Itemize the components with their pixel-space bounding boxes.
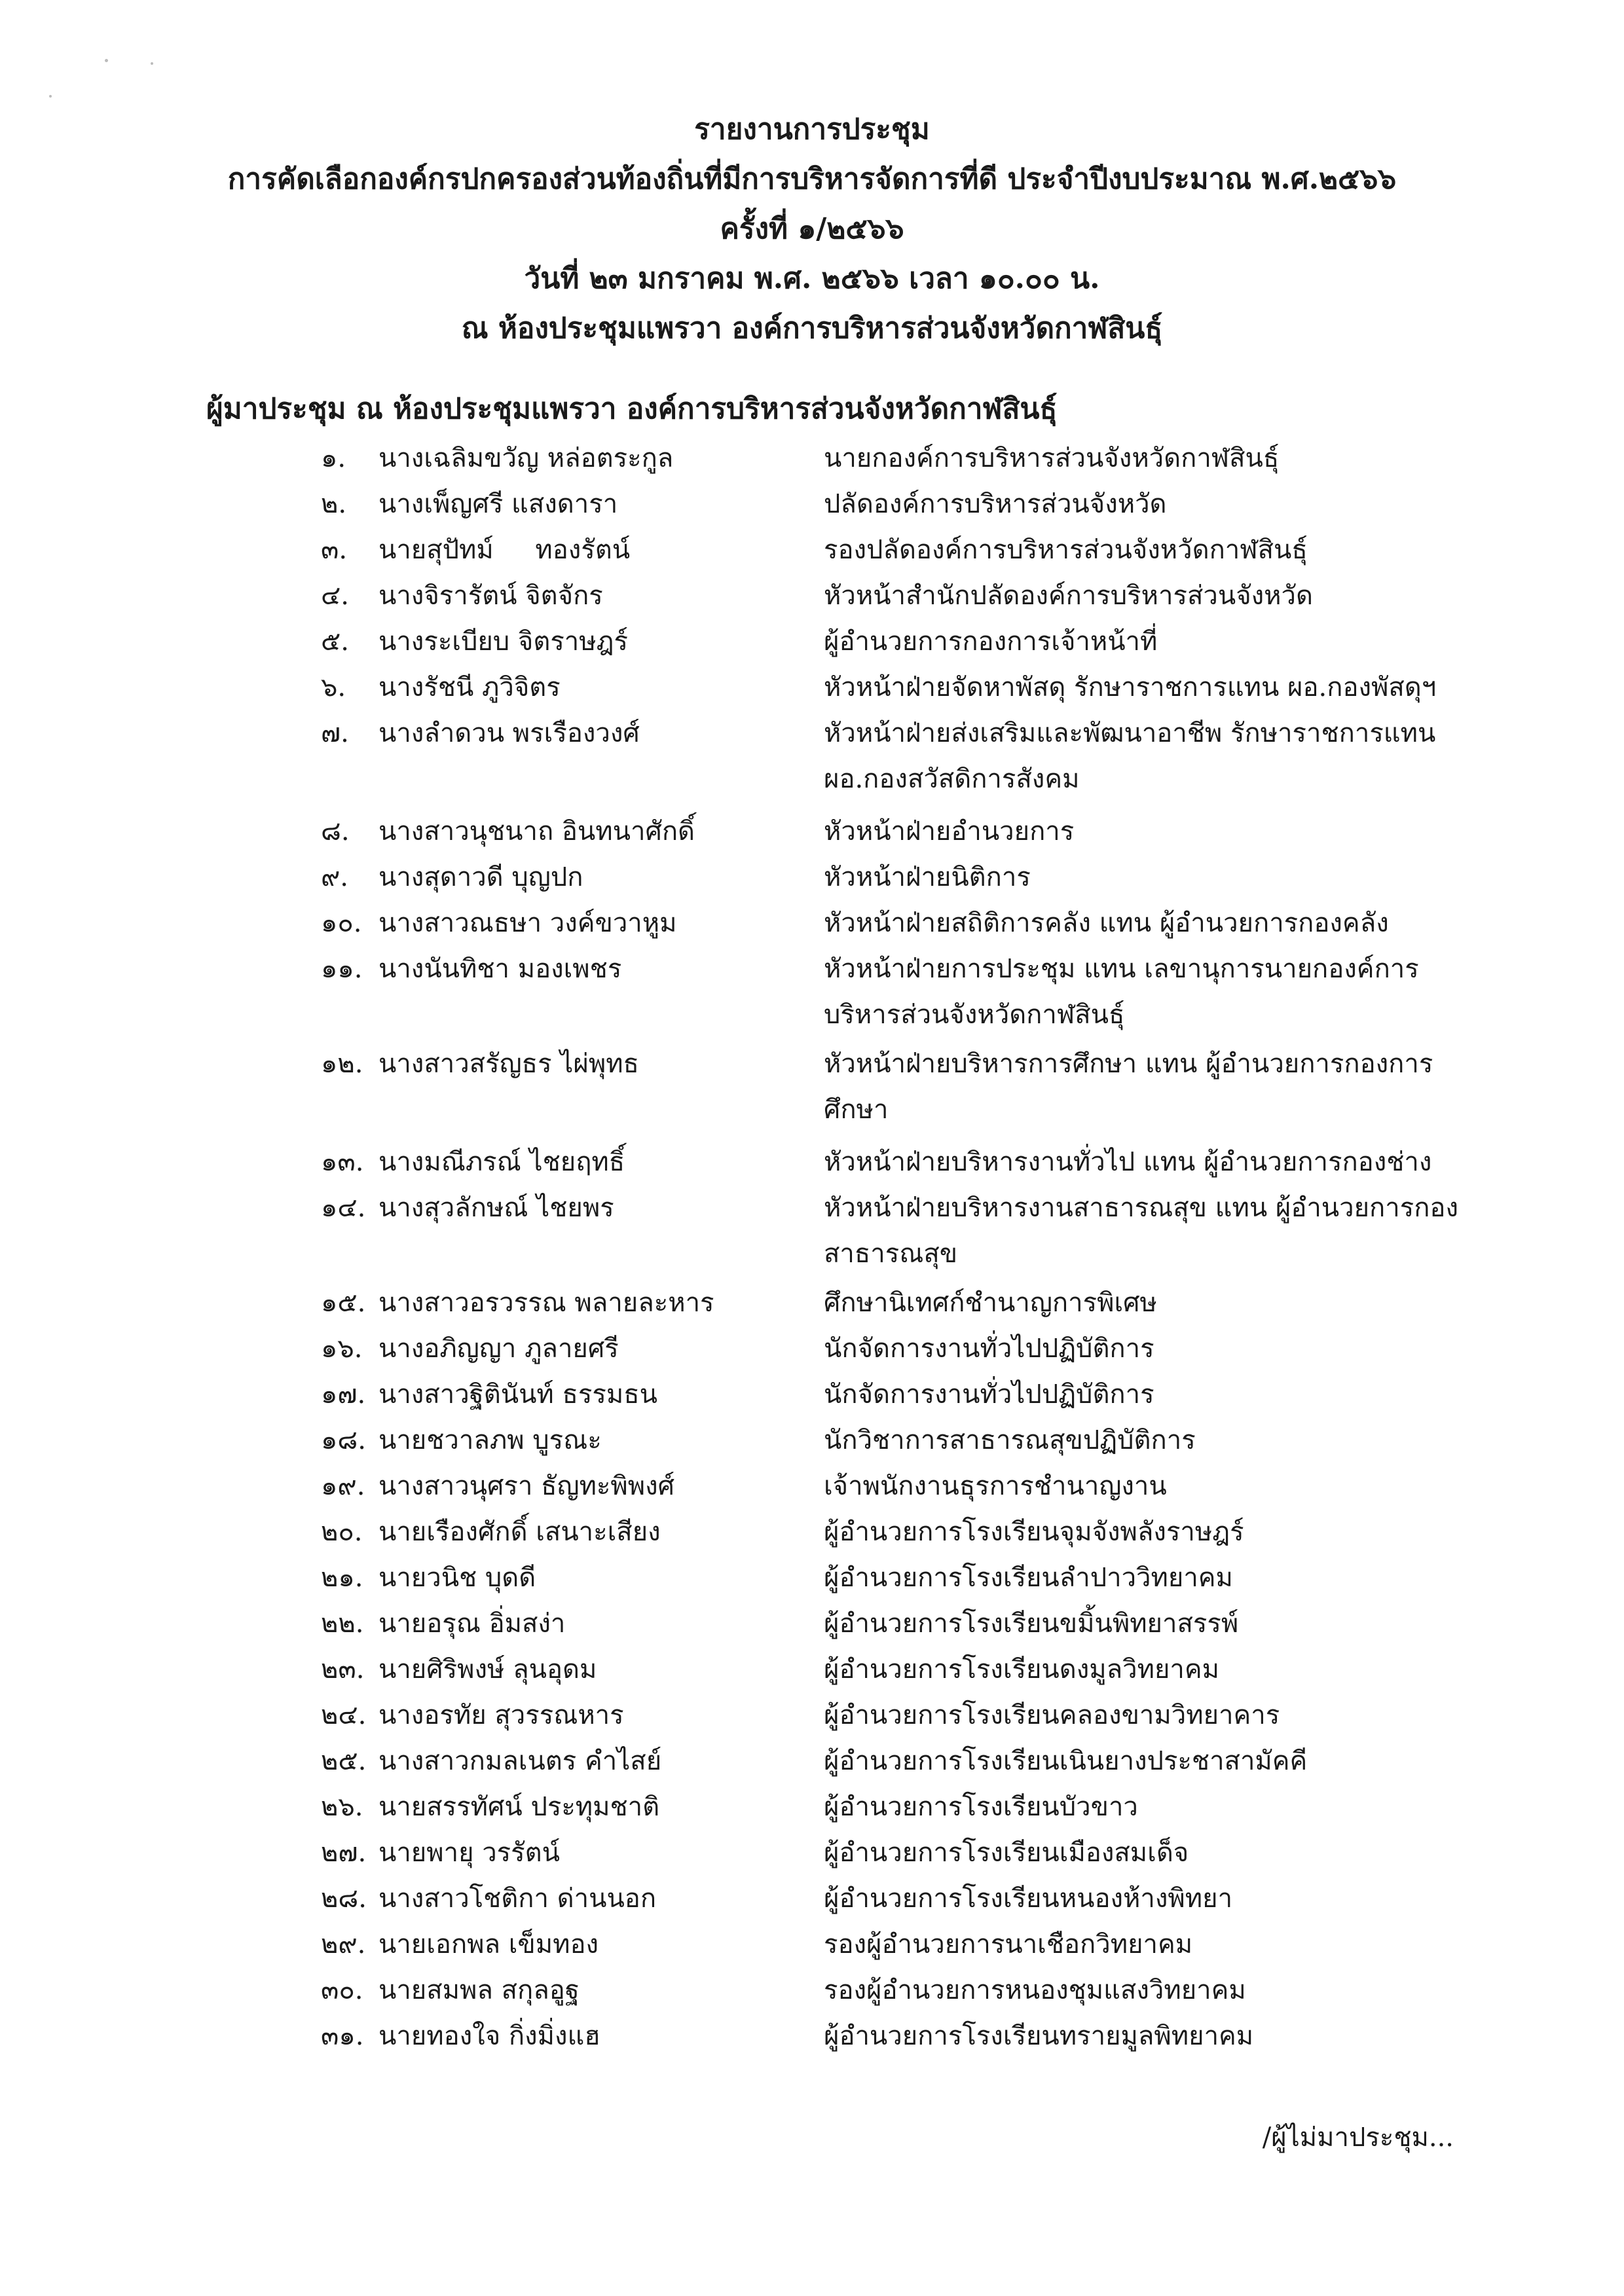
attendee-row bbox=[0, 1647, 1624, 1692]
attendee-position: ผู้อำนวยการโรงเรียนลำปาววิทยาคม bbox=[824, 1563, 1233, 1593]
attendee-number: ๒๒. bbox=[321, 1609, 364, 1639]
attendee-name: นางรัชนี ภูวิจิตร bbox=[378, 672, 561, 702]
attendee-name: นางจิรารัตน์ จิตจักร bbox=[378, 581, 603, 611]
attendee-number: ๗. bbox=[321, 718, 349, 748]
attendee-number: ๑๗. bbox=[321, 1379, 366, 1410]
attendee-row bbox=[0, 665, 1624, 710]
attendee-position: นักจัดการงานทั่วไปปฏิบัติการ bbox=[824, 1379, 1154, 1410]
attendee-name: นางสาวนุชนาถ อินทนาศักดิ์ bbox=[378, 816, 695, 847]
attendee-name: นางสาวฐิตินันท์ ธรรมธน bbox=[378, 1379, 657, 1410]
attendee-row bbox=[0, 1463, 1624, 1509]
meeting-date: วันที่ ๒๓ มกราคม พ.ศ. ๒๕๖๖ เวลา ๑๐.๐๐ น. bbox=[524, 262, 1100, 295]
attendee-number: ๕. bbox=[321, 627, 349, 657]
attendee-name: นางอภิญญา ภูลายศรี bbox=[378, 1334, 619, 1364]
meeting-number: ครั้งที่ ๑/๒๕๖๖ bbox=[720, 212, 904, 246]
attendee-name: นางเพ็ญศรี แสงดารา bbox=[378, 489, 618, 519]
report-subject: การคัดเลือกองค์กรปกครองส่วนท้องถิ่นที่มีการบริหารจัดการที่ดี ประจำปีงบประมาณ พ.ศ.๒๕๖๖ bbox=[227, 162, 1397, 196]
attendee-row bbox=[0, 1372, 1624, 1417]
attendee-name: นางสาวอรวรรณ พลายละหาร bbox=[378, 1288, 714, 1318]
attendee-row bbox=[0, 1830, 1624, 1876]
meeting-location: ณ ห้องประชุมแพรวา องค์การบริหารส่วนจังหวัดกาฬสินธุ์ bbox=[461, 312, 1163, 345]
attendee-position: รองผู้อำนวยการนาเชือกวิทยาคม bbox=[824, 1929, 1193, 1959]
attendee-position: หัวหน้าฝ่ายบริหารการศึกษา แทน ผู้อำนวยการกองการศึกษา bbox=[824, 1049, 1433, 1125]
attendee-name: นางสุดาวดี บุญปก bbox=[378, 862, 583, 892]
attendee-row bbox=[0, 619, 1624, 665]
attendee-row bbox=[0, 1417, 1624, 1463]
attendee-row bbox=[0, 1967, 1624, 2013]
attendee-number: ๘. bbox=[321, 816, 350, 847]
attendee-number: ๒๕. bbox=[321, 1746, 367, 1776]
attendee-row bbox=[0, 1784, 1624, 1830]
attendee-number: ๓. bbox=[321, 535, 348, 565]
attendee-name: นายสรรทัศน์ ประทุมชาติ bbox=[378, 1792, 660, 1822]
attendee-position: นักวิชาการสาธารณสุขปฏิบัติการ bbox=[824, 1425, 1196, 1455]
attendee-name: นางระเบียบ จิตราษฎร์ bbox=[378, 627, 628, 657]
attendee-position: หัวหน้าฝ่ายบริหารงานทั่วไป แทน ผู้อำนวยการกองช่าง bbox=[824, 1147, 1432, 1177]
attendee-name: นายเอกพล เข็มทอง bbox=[378, 1929, 599, 1959]
attendee-position: ผู้อำนวยการโรงเรียนดงมูลวิทยาคม bbox=[824, 1654, 1220, 1685]
attendee-position: หัวหน้าฝ่ายการประชุม แทน เลขานุการนายกองค์การบริหารส่วนจังหวัดกาฬสินธุ์ bbox=[824, 954, 1419, 1030]
attendees-heading: ผู้มาประชุม ณ ห้องประชุมแพรวา องค์การบริหารส่วนจังหวัดกาฬสินธุ์ bbox=[206, 392, 1058, 426]
attendee-name: นายชวาลภพ บูรณะ bbox=[378, 1425, 602, 1455]
attendee-position: ผู้อำนวยการโรงเรียนทรายมูลพิทยาคม bbox=[824, 2021, 1254, 2051]
attendee-name: นางสุวลักษณ์ ไชยพร bbox=[378, 1193, 614, 1223]
attendee-number: ๒๙. bbox=[321, 1929, 366, 1959]
attendee-row bbox=[0, 1326, 1624, 1372]
attendee-row bbox=[0, 1692, 1624, 1738]
attendee-number: ๑. bbox=[321, 443, 346, 473]
attendee-row bbox=[0, 1185, 1624, 1269]
attendee-position: ผู้อำนวยการกองการเจ้าหน้าที่ bbox=[824, 627, 1158, 657]
report-title: รายงานการประชุม bbox=[694, 113, 930, 146]
attendee-name: นางลำดวน พรเรืองวงศ์ bbox=[378, 718, 640, 748]
attendee-name: นางสาวนุศรา ธัญทะพิพงศ์ bbox=[378, 1471, 675, 1501]
attendee-row bbox=[0, 1876, 1624, 1922]
attendee-name: นางมณีภรณ์ ไชยฤทธิ์ bbox=[378, 1147, 625, 1177]
attendee-position: หัวหน้าฝ่ายบริหารงานสาธารณสุข แทน ผู้อำนวยการกองสาธารณสุข bbox=[824, 1193, 1458, 1269]
attendee-position: หัวหน้าฝ่ายอำนวยการ bbox=[824, 816, 1075, 847]
attendee-position: หัวหน้าฝ่ายส่งเสริมและพัฒนาอาชีพ รักษาราชการแทน ผอ.กองสวัสดิการสังคม bbox=[824, 718, 1436, 794]
attendee-row bbox=[0, 900, 1624, 946]
attendee-name: นางอรทัย สุวรรณหาร bbox=[378, 1700, 624, 1730]
attendee-row bbox=[0, 1509, 1624, 1555]
attendee-name: นางสาวกมลเนตร คำไสย์ bbox=[378, 1746, 662, 1776]
attendee-row bbox=[0, 1601, 1624, 1647]
attendee-position: หัวหน้าฝ่ายนิติการ bbox=[824, 862, 1031, 892]
attendee-number: ๒๐. bbox=[321, 1517, 363, 1547]
attendee-number: ๔. bbox=[321, 581, 349, 611]
attendee-position: รองปลัดองค์การบริหารส่วนจังหวัดกาฬสินธุ์ bbox=[824, 535, 1308, 565]
attendee-name: นางเฉลิมขวัญ หล่อตระกูล bbox=[378, 443, 674, 473]
attendee-position: ผู้อำนวยการโรงเรียนขมิ้นพิทยาสรรพ์ bbox=[824, 1609, 1239, 1639]
attendee-row bbox=[0, 1922, 1624, 1967]
attendee-row bbox=[0, 1280, 1624, 1326]
attendee-number: ๒๖. bbox=[321, 1792, 363, 1822]
attendee-number: ๑๖. bbox=[321, 1334, 363, 1364]
attendee-position: หัวหน้าสำนักปลัดองค์การบริหารส่วนจังหวัด bbox=[824, 581, 1313, 611]
attendee-name: นางสาวโชติกา ด่านนอก bbox=[378, 1884, 657, 1914]
attendee-number: ๑๓. bbox=[321, 1147, 364, 1177]
attendee-number: ๒๗. bbox=[321, 1838, 367, 1868]
attendee-position: นายกองค์การบริหารส่วนจังหวัดกาฬสินธุ์ bbox=[824, 443, 1280, 473]
attendee-number: ๑๐. bbox=[321, 908, 362, 938]
attendee-position: ผู้อำนวยการโรงเรียนเมืองสมเด็จ bbox=[824, 1838, 1189, 1868]
attendee-row bbox=[0, 809, 1624, 854]
attendee-number: ๑๒. bbox=[321, 1049, 363, 1079]
attendee-position: ศึกษานิเทศก์ชำนาญการพิเศษ bbox=[824, 1288, 1157, 1318]
attendee-row bbox=[0, 710, 1624, 794]
attendee-row bbox=[0, 854, 1624, 900]
attendee-row bbox=[0, 946, 1624, 1030]
attendee-row bbox=[0, 1139, 1624, 1185]
attendee-position: หัวหน้าฝ่ายสถิติการคลัง แทน ผู้อำนวยการกองคลัง bbox=[824, 908, 1389, 938]
attendee-row bbox=[0, 1041, 1624, 1125]
attendee-number: ๖. bbox=[321, 672, 346, 702]
attendee-name: นายทองใจ กิ่งมิ่งแฮ bbox=[378, 2021, 600, 2051]
attendee-name: นายสุปัทม์ ทองรัตน์ bbox=[378, 535, 631, 565]
attendee-position: ปลัดองค์การบริหารส่วนจังหวัด bbox=[824, 489, 1167, 519]
attendee-row bbox=[0, 1738, 1624, 1784]
attendee-name: นางสาวสรัญธร ไผ่พุทธ bbox=[378, 1049, 639, 1079]
attendee-name: นายอรุณ อิ่มสง่า bbox=[378, 1609, 566, 1639]
attendee-row bbox=[0, 1555, 1624, 1601]
attendee-number: ๒๑. bbox=[321, 1563, 363, 1593]
attendee-number: ๑๘. bbox=[321, 1425, 366, 1455]
attendee-position: ผู้อำนวยการโรงเรียนจุมจังพลังราษฎร์ bbox=[824, 1517, 1244, 1547]
attendee-number: ๑๕. bbox=[321, 1288, 366, 1318]
attendee-number: ๒๓. bbox=[321, 1654, 365, 1685]
attendee-position: ผู้อำนวยการโรงเรียนบัวขาว bbox=[824, 1792, 1138, 1822]
attendee-name: นางสาวณธษา วงค์ขวาหูม bbox=[378, 908, 677, 938]
attendee-name: นายวนิช บุดดี bbox=[378, 1563, 536, 1593]
attendee-number: ๙. bbox=[321, 862, 349, 892]
attendee-position: รองผู้อำนวยการหนองชุมแสงวิทยาคม bbox=[824, 1975, 1246, 2005]
attendee-number: ๑๔. bbox=[321, 1193, 366, 1223]
attendee-position: หัวหน้าฝ่ายจัดหาพัสดุ รักษาราชการแทน ผอ.กองพัสดุฯ bbox=[824, 672, 1437, 702]
continuation-note: /ผู้ไม่มาประชุม... bbox=[1262, 2123, 1454, 2153]
attendee-name: นางนันทิชา มองเพชร bbox=[378, 954, 622, 984]
attendee-number: ๒๔. bbox=[321, 1700, 367, 1730]
attendee-row bbox=[0, 2013, 1624, 2059]
attendee-row bbox=[0, 481, 1624, 527]
attendee-number: ๒๘. bbox=[321, 1884, 367, 1914]
attendee-name: นายพายุ วรรัตน์ bbox=[378, 1838, 560, 1868]
attendee-position: นักจัดการงานทั่วไปปฏิบัติการ bbox=[824, 1334, 1154, 1364]
attendee-number: ๑๑. bbox=[321, 954, 363, 984]
attendee-number: ๓๐. bbox=[321, 1975, 363, 2005]
attendee-position: เจ้าพนักงานธุรการชำนาญงาน bbox=[824, 1471, 1167, 1501]
attendee-number: ๒. bbox=[321, 489, 347, 519]
attendee-position: ผู้อำนวยการโรงเรียนหนองห้างพิทยา bbox=[824, 1884, 1233, 1914]
attendee-row bbox=[0, 573, 1624, 619]
attendee-number: ๑๙. bbox=[321, 1471, 365, 1501]
attendee-row bbox=[0, 527, 1624, 573]
attendee-number: ๓๑. bbox=[321, 2021, 364, 2051]
attendee-position: ผู้อำนวยการโรงเรียนเนินยางประชาสามัคคี bbox=[824, 1746, 1308, 1776]
attendee-name: นายเรืองศักดิ์ เสนาะเสียง bbox=[378, 1517, 661, 1547]
attendee-position: ผู้อำนวยการโรงเรียนคลองขามวิทยาคาร bbox=[824, 1700, 1280, 1730]
attendee-name: นายสมพล สกุลอูฐ bbox=[378, 1975, 580, 2005]
attendee-name: นายศิริพงษ์ ลุนอุดม bbox=[378, 1654, 597, 1685]
attendee-row bbox=[0, 435, 1624, 481]
